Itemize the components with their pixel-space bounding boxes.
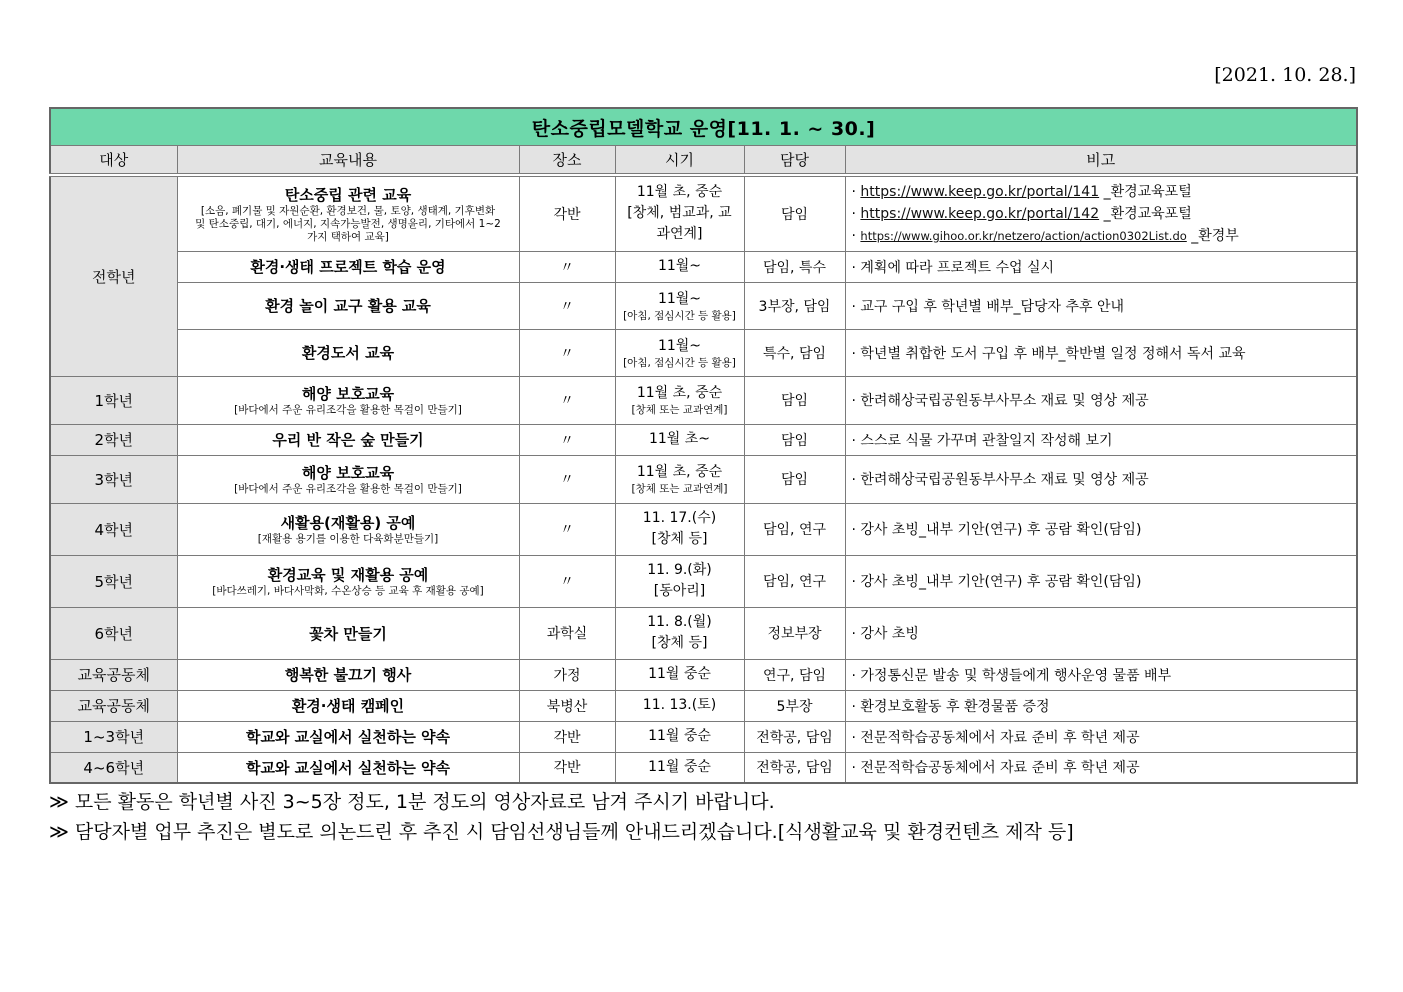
owner-cell: 담임, 연구 bbox=[744, 555, 845, 607]
period-detail: [창체 등] bbox=[651, 531, 708, 547]
period-main: 11. 9.(화) bbox=[647, 562, 712, 578]
content-title: 행복한 불끄기 행사 bbox=[284, 666, 412, 684]
owner-cell: 담임, 연구 bbox=[744, 503, 845, 555]
period-main: 11월 초, 중순 bbox=[636, 184, 723, 201]
period-main: 11월 초, 중순 bbox=[636, 385, 723, 401]
place-cell: 〃 bbox=[519, 503, 615, 555]
period-main: 11월~ bbox=[657, 337, 702, 354]
owner-cell: 3부장, 담임 bbox=[744, 282, 845, 329]
content-cell bbox=[177, 503, 519, 555]
keep-portal-142-link[interactable]: https://www.keep.go.kr/portal/142 bbox=[860, 205, 1100, 222]
period-cell bbox=[615, 329, 744, 376]
content-title: 환경교육 및 재활용 공예 bbox=[267, 566, 429, 584]
place-cell: 가정 bbox=[519, 659, 615, 690]
link-suffix: _환경교육포털 bbox=[1103, 205, 1192, 222]
table-row bbox=[50, 503, 1357, 555]
gihoo-netzero-link[interactable]: https://www.gihoo.or.kr/netzero/action/action0302List.do bbox=[860, 228, 1187, 243]
period-cell: 11월 중순 bbox=[615, 721, 744, 752]
footnote-photo-video: ≫ 모든 활동은 학년별 사진 3~5장 정도, 1분 정도의 영상자료로 남겨 주시기 바랍니다. bbox=[49, 791, 775, 813]
table-row bbox=[50, 251, 1357, 282]
note-cell: · 교구 구입 후 학년별 배부_담당자 추후 안내 bbox=[845, 282, 1357, 329]
header-content: 교육내용 bbox=[177, 146, 519, 176]
content-title: 환경 놀이 교구 활용 교육 bbox=[265, 297, 431, 315]
note-cell: · 가정통신문 발송 및 학생들에게 행사운영 물품 배부 bbox=[845, 659, 1357, 690]
content-cell bbox=[177, 659, 519, 690]
content-title: 새활용(재활용) 공예 bbox=[280, 514, 416, 532]
content-title: 학교와 교실에서 실천하는 약속 bbox=[245, 728, 451, 746]
place-cell: 〃 bbox=[519, 555, 615, 607]
table-row bbox=[50, 659, 1357, 690]
note-cell: · 학년별 취합한 도서 구입 후 배부_학반별 일정 정해서 독서 교육 bbox=[845, 329, 1357, 376]
period-detail: [창체, 범교과, 교과연계] bbox=[627, 205, 732, 243]
document-date: [2021. 10. 28.] bbox=[1214, 64, 1356, 86]
period-cell bbox=[615, 555, 744, 607]
table-title: 탄소중립모델학교 운영[11. 1. ~ 30.] bbox=[50, 108, 1357, 146]
content-title: 학교와 교실에서 실천하는 약속 bbox=[245, 758, 451, 777]
period-cell: 11월~ bbox=[615, 251, 744, 282]
period-detail: [아침, 점심시간 등 활용] bbox=[623, 309, 736, 322]
target-cell: 2학년 bbox=[50, 424, 177, 455]
link-suffix: _환경교육포털 bbox=[1103, 183, 1192, 200]
place-cell: 〃 bbox=[519, 251, 615, 282]
header-place: 장소 bbox=[519, 146, 615, 176]
content-cell bbox=[177, 555, 519, 607]
note-link-line bbox=[852, 181, 1354, 203]
content-title: 해양 보호교육 bbox=[301, 385, 395, 403]
period-main: 11월 초, 중순 bbox=[636, 464, 723, 480]
period-cell bbox=[615, 376, 744, 424]
period-cell bbox=[615, 455, 744, 503]
period-cell bbox=[615, 175, 744, 251]
table-row bbox=[50, 424, 1357, 455]
target-cell: 5학년 bbox=[50, 555, 177, 607]
period-detail: [아침, 점심시간 등 활용] bbox=[623, 356, 736, 369]
content-detail: [재활용 용기를 이용한 다육화분만들기] bbox=[257, 533, 439, 545]
owner-cell: 5부장 bbox=[744, 690, 845, 721]
owner-cell: 담임 bbox=[744, 424, 845, 455]
target-cell: 교육공동체 bbox=[50, 690, 177, 721]
period-main: 11. 8.(월) bbox=[647, 614, 712, 630]
period-cell bbox=[615, 282, 744, 329]
table-row bbox=[50, 455, 1357, 503]
note-cell: · 한려해상국립공원동부사무소 재료 및 영상 제공 bbox=[845, 455, 1357, 503]
owner-cell: 전학공, 담임 bbox=[744, 752, 845, 783]
place-cell: 〃 bbox=[519, 329, 615, 376]
place-cell: 각반 bbox=[519, 175, 615, 251]
period-detail: [창체 또는 교과연계] bbox=[631, 404, 728, 416]
content-title: 환경·생태 프로젝트 학습 운영 bbox=[250, 258, 446, 276]
table-row bbox=[50, 752, 1357, 783]
footnote-task-guidance: ≫ 담당자별 업무 추진은 별도로 의논드린 후 추진 시 담임선생님들께 안내드리겠습니다.[식생활교육 및 환경컨텐츠 제작 등] bbox=[49, 821, 1074, 843]
table-row bbox=[50, 721, 1357, 752]
content-cell bbox=[177, 455, 519, 503]
owner-cell: 담임 bbox=[744, 175, 845, 251]
note-cell: · 전문적학습공동체에서 자료 준비 후 학년 제공 bbox=[845, 721, 1357, 752]
target-cell: 3학년 bbox=[50, 455, 177, 503]
place-cell: 〃 bbox=[519, 424, 615, 455]
target-cell: 1학년 bbox=[50, 376, 177, 424]
table-row bbox=[50, 690, 1357, 721]
table-row bbox=[50, 329, 1357, 376]
content-cell bbox=[177, 607, 519, 659]
bullet: · bbox=[851, 183, 856, 200]
table-row bbox=[50, 175, 1357, 251]
note-cell: · 계획에 따라 프로젝트 수업 실시 bbox=[845, 251, 1357, 282]
period-detail: [창체 등] bbox=[651, 635, 708, 651]
content-cell bbox=[177, 376, 519, 424]
owner-cell: 담임 bbox=[744, 455, 845, 503]
place-cell: 각반 bbox=[519, 721, 615, 752]
owner-cell: 전학공, 담임 bbox=[744, 721, 845, 752]
target-cell: 4학년 bbox=[50, 503, 177, 555]
period-cell: 11월 중순 bbox=[615, 752, 744, 783]
link-suffix: _환경부 bbox=[1191, 227, 1239, 244]
content-cell bbox=[177, 752, 519, 783]
keep-portal-141-link[interactable]: https://www.keep.go.kr/portal/141 bbox=[860, 183, 1100, 200]
header-owner: 담당 bbox=[744, 146, 845, 176]
content-cell bbox=[177, 251, 519, 282]
content-cell bbox=[177, 329, 519, 376]
content-title: 환경·생태 캠페인 bbox=[291, 697, 405, 715]
period-detail: [창체 또는 교과연계] bbox=[631, 483, 728, 495]
target-cell: 1~3학년 bbox=[50, 721, 177, 752]
bullet: · bbox=[851, 227, 856, 244]
content-cell bbox=[177, 690, 519, 721]
target-cell: 6학년 bbox=[50, 607, 177, 659]
target-cell: 4~6학년 bbox=[50, 752, 177, 783]
owner-cell: 정보부장 bbox=[744, 607, 845, 659]
period-detail: [동아리] bbox=[653, 583, 706, 599]
header-note: 비고 bbox=[845, 146, 1357, 176]
note-link-line bbox=[852, 225, 1354, 247]
period-cell bbox=[615, 503, 744, 555]
content-title: 우리 반 작은 숲 만들기 bbox=[272, 431, 424, 449]
note-cell: · 한려해상국립공원동부사무소 재료 및 영상 제공 bbox=[845, 376, 1357, 424]
content-detail: [바다에서 주운 유리조각을 활용한 목걸이 만들기] bbox=[234, 404, 462, 416]
content-title: 해양 보호교육 bbox=[301, 464, 395, 482]
header-period: 시기 bbox=[615, 146, 744, 176]
owner-cell: 연구, 담임 bbox=[744, 659, 845, 690]
owner-cell: 담임, 특수 bbox=[744, 251, 845, 282]
note-cell: · 강사 초빙 bbox=[845, 607, 1357, 659]
place-cell: 〃 bbox=[519, 455, 615, 503]
content-title: 탄소중립 관련 교육 bbox=[284, 185, 412, 204]
content-cell bbox=[177, 175, 519, 251]
place-cell: 북병산 bbox=[519, 690, 615, 721]
content-title: 꽃차 만들기 bbox=[309, 624, 387, 643]
content-detail: [소음, 폐기물 및 자원순환, 환경보건, 물, 토양, 생태계, 기후변화 및 탄소중립, 대기, 에너지, 지속가능발전, 생명윤리, 기타에서 1~2가지 택하여 교육] bbox=[195, 204, 501, 243]
content-cell bbox=[177, 282, 519, 329]
place-cell: 각반 bbox=[519, 752, 615, 783]
target-cell: 교육공동체 bbox=[50, 659, 177, 690]
content-detail: [바다쓰레기, 바다사막화, 수온상승 등 교육 후 재활용 공예] bbox=[212, 585, 484, 597]
place-cell: 〃 bbox=[519, 282, 615, 329]
table-title-row bbox=[50, 108, 1357, 146]
note-cell: · 강사 초빙_내부 기안(연구) 후 공람 확인(담임) bbox=[845, 555, 1357, 607]
table-row bbox=[50, 555, 1357, 607]
content-title: 환경도서 교육 bbox=[301, 344, 395, 362]
place-cell: 과학실 bbox=[519, 607, 615, 659]
note-cell: · 전문적학습공동체에서 자료 준비 후 학년 제공 bbox=[845, 752, 1357, 783]
note-cell: · 환경보호활동 후 환경물품 증정 bbox=[845, 690, 1357, 721]
table-row bbox=[50, 282, 1357, 329]
table-row bbox=[50, 607, 1357, 659]
place-cell: 〃 bbox=[519, 376, 615, 424]
note-cell bbox=[845, 175, 1357, 251]
content-cell bbox=[177, 721, 519, 752]
period-cell: 11. 13.(토) bbox=[615, 690, 744, 721]
period-cell: 11월 중순 bbox=[615, 659, 744, 690]
footnotes bbox=[49, 787, 1379, 847]
content-detail: [바다에서 주운 유리조각을 활용한 목걸이 만들기] bbox=[234, 483, 462, 495]
note-cell: · 강사 초빙_내부 기안(연구) 후 공람 확인(담임) bbox=[845, 503, 1357, 555]
note-link-line bbox=[852, 203, 1354, 225]
bullet: · bbox=[851, 205, 856, 222]
table-row bbox=[50, 376, 1357, 424]
owner-cell: 담임 bbox=[744, 376, 845, 424]
period-main: 11. 17.(수) bbox=[642, 510, 717, 526]
period-main: 11월~ bbox=[657, 290, 702, 307]
target-cell: 전학년 bbox=[50, 175, 177, 376]
header-target: 대상 bbox=[50, 146, 177, 176]
period-cell: 11월 초~ bbox=[615, 424, 744, 455]
period-cell bbox=[615, 607, 744, 659]
table-header-row bbox=[50, 146, 1357, 176]
note-cell: · 스스로 식물 가꾸며 관찰일지 작성해 보기 bbox=[845, 424, 1357, 455]
owner-cell: 특수, 담임 bbox=[744, 329, 845, 376]
schedule-table bbox=[49, 107, 1358, 784]
content-cell bbox=[177, 424, 519, 455]
